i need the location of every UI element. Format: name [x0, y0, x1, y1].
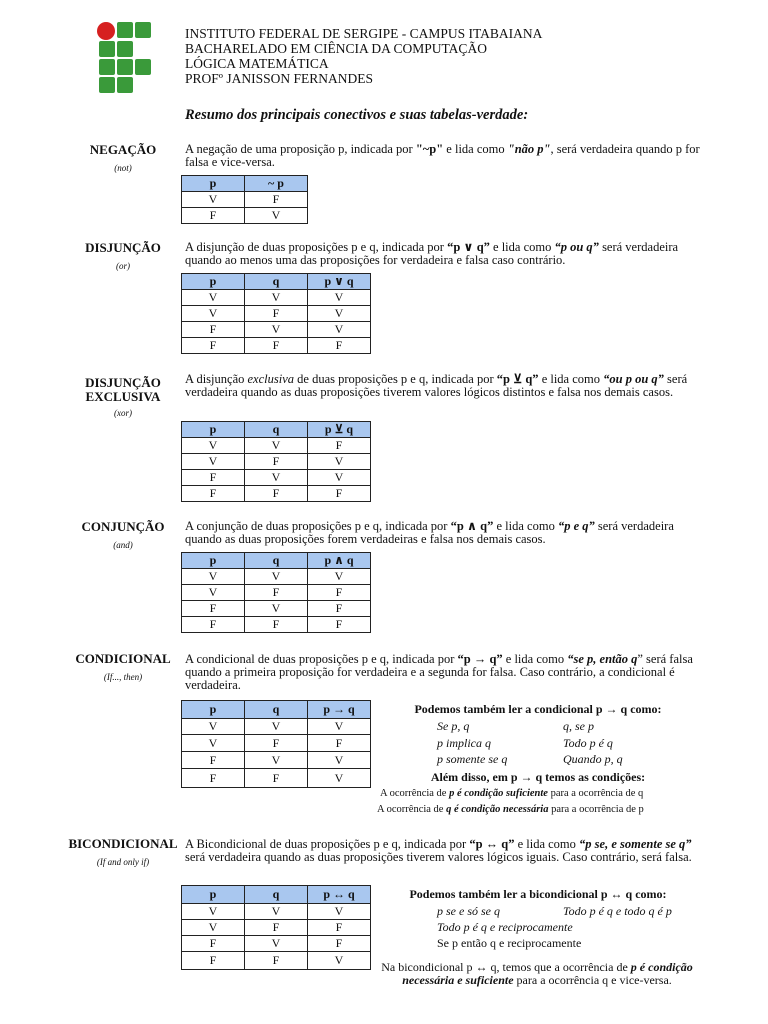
document-header	[185, 26, 542, 86]
negacao-truth-table: p ~ p V F F V	[181, 175, 308, 224]
bicondicional-sub: (If and only if)	[96, 857, 150, 867]
condicional-reading: p implica q	[437, 736, 491, 750]
condicional-sub: (If..., then)	[103, 672, 143, 682]
bicondicional-description: A Bicondicional de duas proposições p e q, indicada por “p ↔ q” e lida como “p se, e somente se q” será verdadeira quando as duas proposições tiverem valores lógicos iguais. Caso contrário, será falsa.	[185, 837, 692, 864]
negacao-sub: (not)	[114, 163, 132, 173]
condicional-conditions-title: Além disso, em p → q temos as condições:	[430, 770, 646, 784]
condicional-necessary-condition: A ocorrência de q é condição necessária para a ocorrência de p	[377, 804, 644, 815]
bicondicional-reading: Todo p é q e todo q é p	[563, 904, 672, 918]
bicondicional-reading: Todo p é q e reciprocamente	[437, 920, 573, 934]
bicondicional-note: Na bicondicional p ↔ q, temos que a ocorrência de p é condição necessária e suficiente para a ocorrência q e vice-versa.	[381, 960, 693, 987]
xor-label: DISJUNÇÃO EXCLUSIVA	[85, 375, 161, 404]
condicional-label: CONDICIONAL	[75, 651, 171, 666]
header-institute: INSTITUTO FEDERAL DE SERGIPE - CAMPUS ITABAIANA	[185, 26, 543, 41]
negacao-label: NEGAÇÃO	[89, 142, 157, 157]
bicondicional-reading: p se e só se q	[437, 904, 500, 918]
conjuncao-description: A conjunção de duas proposições p e q, indicada por “p ∧ q” e lida como “p e q” será verdadeira quando as duas proposições forem verdadeiras e falsa nos demais casos.	[185, 519, 674, 546]
header-professor: PROFº JANISSON FERNANDES	[185, 71, 373, 86]
xor-truth-table: p q p ⊻ q V V F V F V F V V F F F	[181, 421, 371, 502]
condicional-reading: Quando p, q	[563, 752, 623, 766]
conjuncao-truth-table: p q p ∧ q V V V V F F F V F F F F	[181, 552, 371, 633]
bicondicional-label: BICONDICIONAL	[68, 836, 178, 851]
disjuncao-label: DISJUNÇÃO	[85, 240, 161, 255]
bicondicional-reading: Se p então q e reciprocamente	[437, 936, 582, 950]
institute-logo	[96, 20, 154, 94]
conjuncao-sub: (and)	[113, 540, 133, 550]
header-subject: LÓGICA MATEMÁTICA	[185, 56, 329, 71]
bicondicional-readings-title: Podemos também ler a bicondicional p ↔ q como:	[409, 887, 667, 901]
condicional-reading: Todo p é q	[563, 736, 613, 750]
condicional-sufficient-condition: A ocorrência de p é condição suficiente para a ocorrência de q	[380, 788, 644, 799]
conjuncao-label: CONJUNÇÃO	[81, 519, 165, 534]
condicional-reading: q, se p	[563, 719, 594, 733]
negacao-description: A negação de uma proposição p, indicada por "~p" e lida como "não p", será verdadeira quando p for falsa e vice-versa.	[185, 142, 700, 169]
disjuncao-sub: (or)	[116, 261, 130, 271]
xor-description: A disjunção exclusiva de duas proposições p e q, indicada por “p ⊻ q” e lida como “ou p ou q” será verdadeira quando as duas proposições tiverem valores lógicos distintos e falsa nos demais casos.	[185, 372, 688, 399]
xor-sub: (xor)	[114, 408, 132, 418]
bicondicional-truth-table: p q p ↔ q V V V V F F F V F F F V	[181, 885, 371, 970]
page-subtitle: Resumo dos principais conectivos e suas tabelas-verdade:	[185, 107, 529, 123]
condicional-description: A condicional de duas proposições p e q, indicada por “p → q” e lida como “se p, então q” será falsa quando a primeira proposição for verdadeira e a segunda for falsa. Caso contrário, a condicional é verdadeira.	[185, 652, 693, 692]
condicional-truth-table: p q p → q V V V V F F F V V F F V	[181, 700, 371, 788]
disjuncao-description: A disjunção de duas proposições p e q, indicada por “p ∨ q” e lida como “p ou q” será verdadeira quando ao menos uma das proposições for verdadeira e falsa caso contrário.	[185, 240, 679, 267]
header-course: BACHARELADO EM CIÊNCIA DA COMPUTAÇÃO	[185, 41, 487, 56]
condicional-reading: Se p, q	[437, 719, 470, 733]
condicional-reading: p somente se q	[437, 752, 508, 766]
condicional-readings-title: Podemos também ler a condicional p → q como:	[414, 702, 662, 716]
disjuncao-truth-table: p q p ∨ q V V V V F V F V V F F F	[181, 273, 371, 354]
